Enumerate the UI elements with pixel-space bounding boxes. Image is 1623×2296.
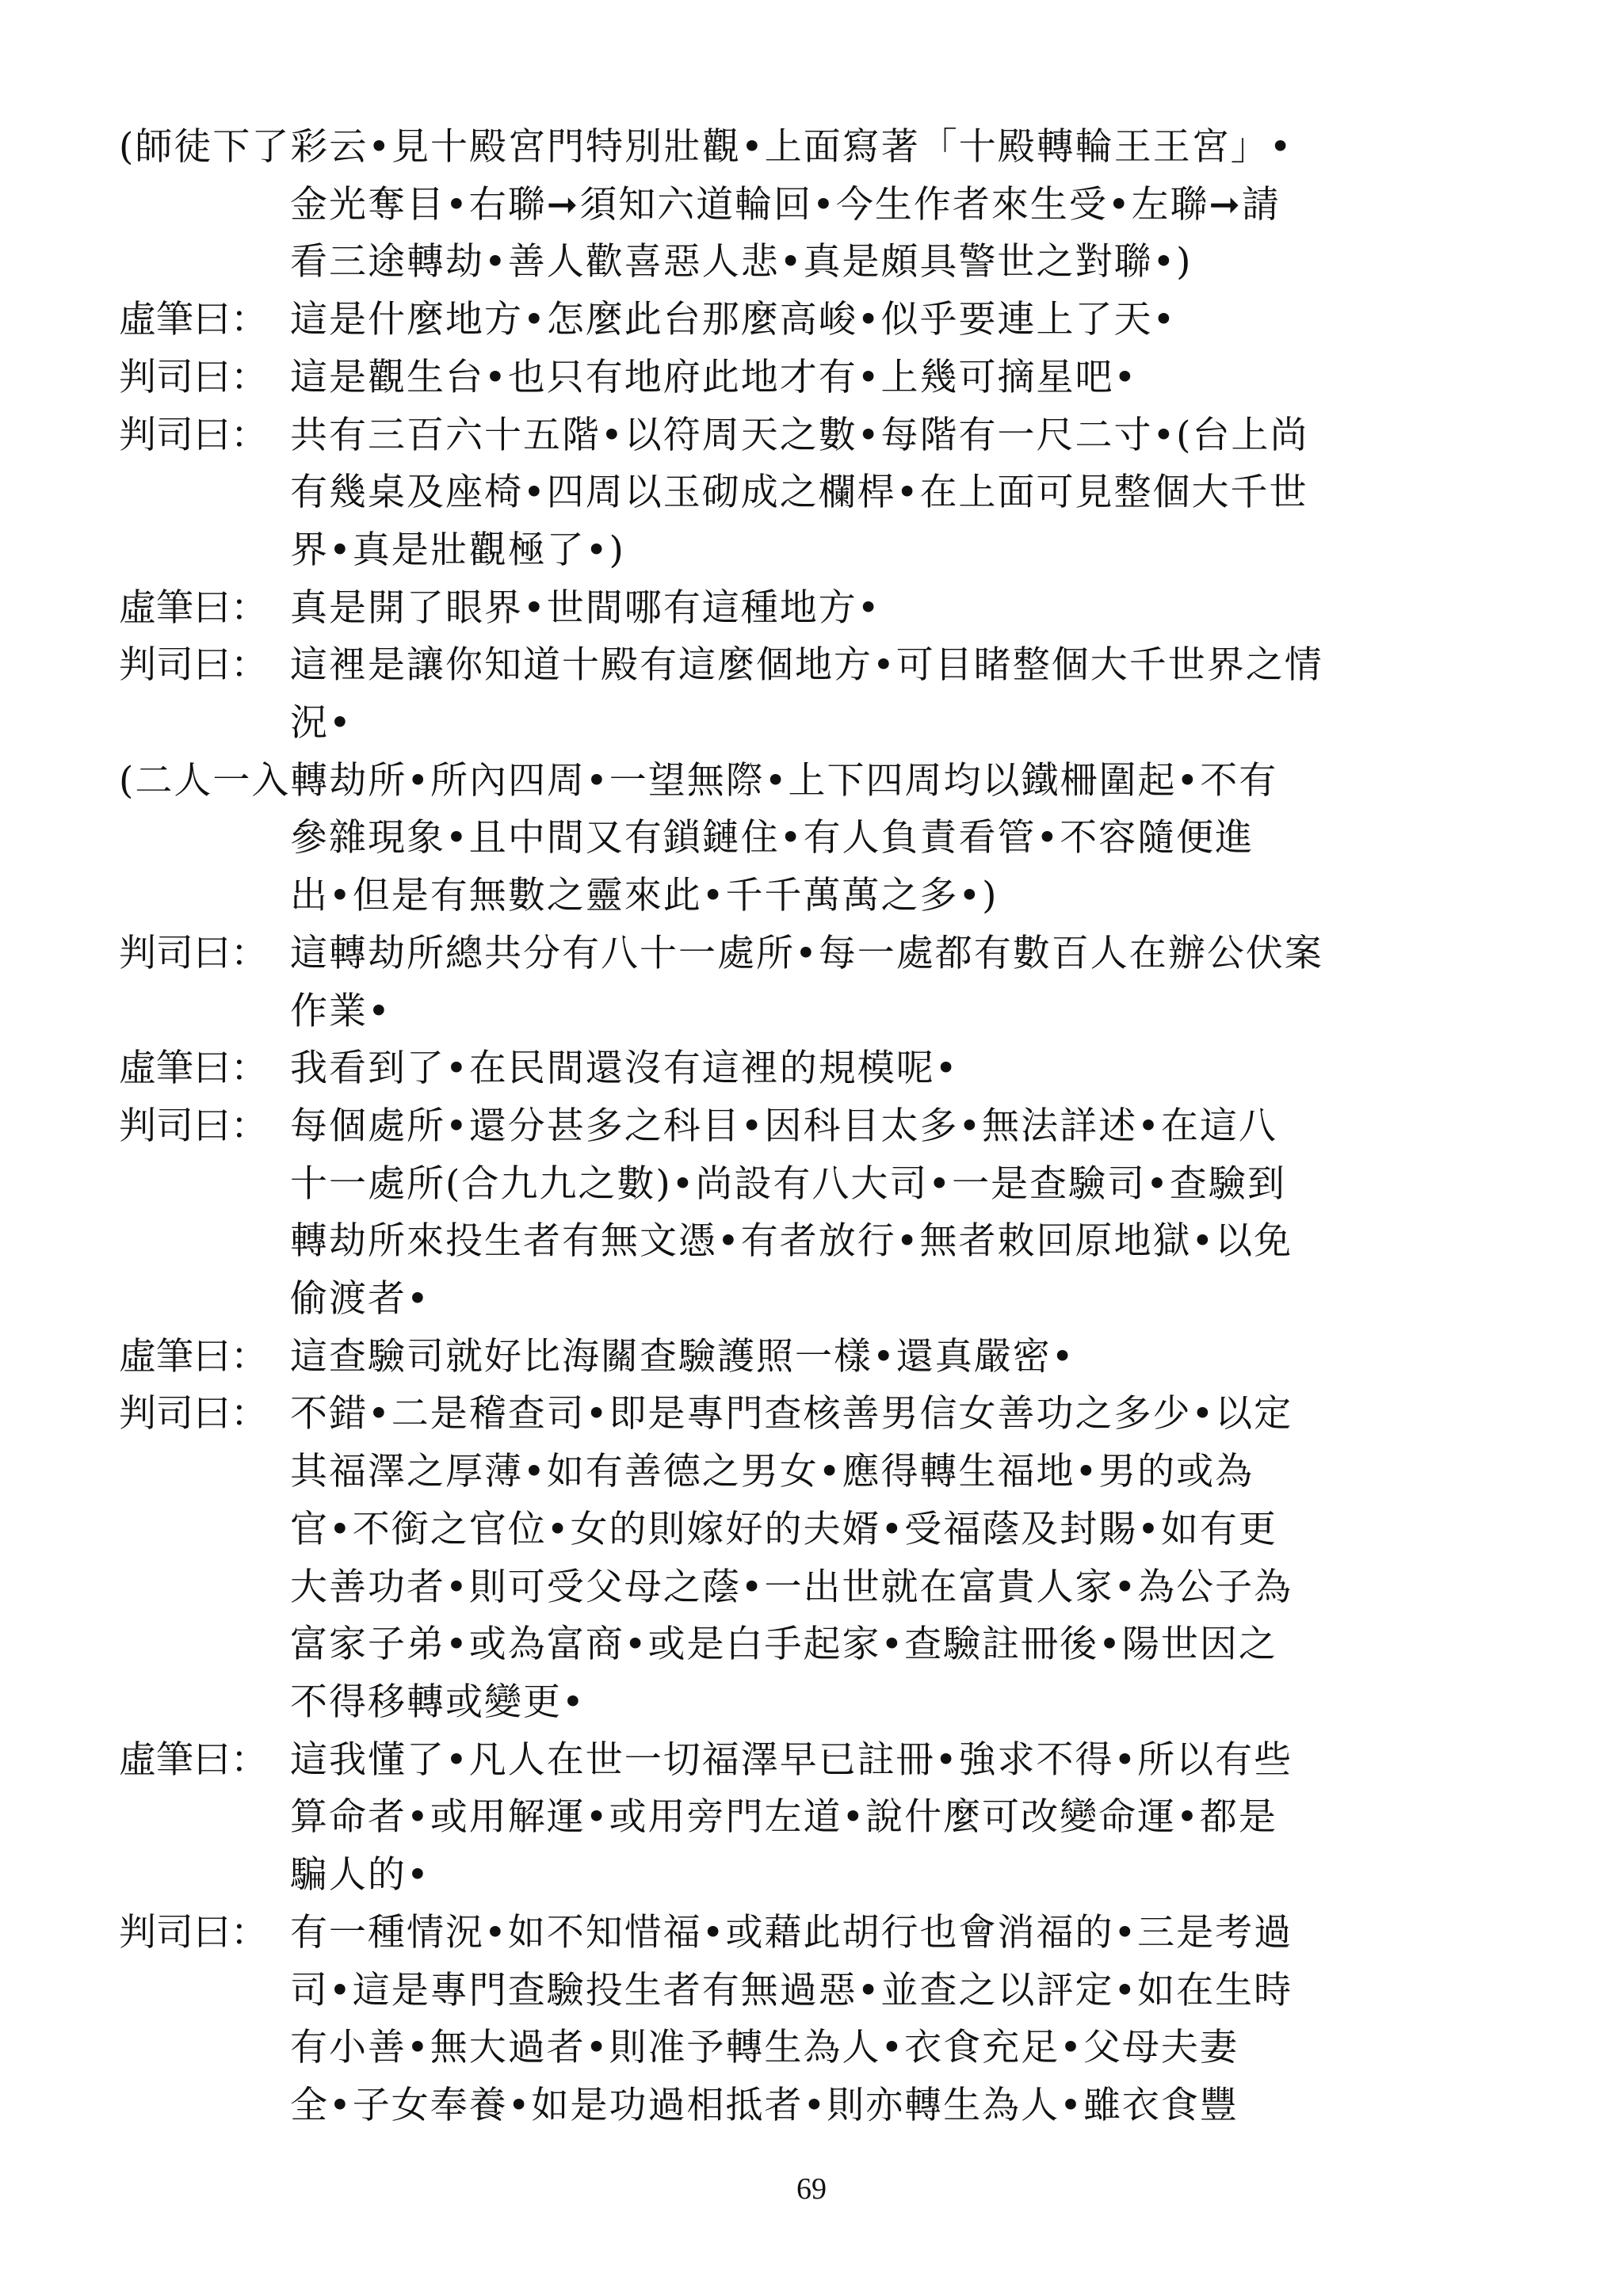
text-line: 這裡是讓你知道十殿有這麼個地方•可目睹整個大千世界之情 bbox=[290, 643, 1323, 688]
text-line: 不錯•二是稽查司•即是專門查核善男信女善功之多少•以定 bbox=[290, 1392, 1293, 1436]
speaker-label: 虛筆曰： bbox=[119, 585, 268, 630]
text-line: 有幾桌及座椅•四周以玉砌成之欄桿•在上面可見整個大千世 bbox=[290, 471, 1308, 515]
dialogue-entry bbox=[119, 925, 1514, 1040]
text-line: 這是什麼地方•怎麼此台那麼高峻•似乎要連上了天• bbox=[290, 298, 1177, 342]
dialogue-entry bbox=[119, 1732, 1514, 1905]
dialogue-entry bbox=[119, 349, 1514, 407]
dialogue-entry bbox=[119, 1386, 1514, 1731]
text-line: 作業• bbox=[290, 989, 391, 1033]
speaker-label: 判司曰： bbox=[119, 643, 268, 688]
speaker-label: 虛筆曰： bbox=[119, 1047, 268, 1091]
dialogue-text bbox=[290, 580, 1495, 638]
text-line: 司•這是專門查驗投生者有無過惡•並查之以評定•如在生時 bbox=[290, 1968, 1293, 2012]
dialogue-text bbox=[290, 1329, 1495, 1386]
dialogue-text bbox=[290, 1040, 1495, 1098]
text-line: 十一處所(合九九之數)•尚設有八大司•一是查驗司•查驗到 bbox=[290, 1161, 1286, 1206]
text-line: 金光奪目•右聯➞須知六道輪回•今生作者來生受•左聯➞請 bbox=[290, 182, 1281, 227]
dialogue-text bbox=[290, 407, 1495, 580]
dialogue-entry bbox=[119, 292, 1514, 349]
speaker-label: 判司曰： bbox=[119, 1392, 268, 1436]
text-line: 這轉劫所總共分有八十一處所•每一處都有數百人在辦公伏案 bbox=[290, 931, 1323, 975]
text-line: 大善功者•則可受父母之蔭•一出世就在富貴人家•為公子為 bbox=[290, 1565, 1293, 1609]
text-line: 算命者•或用解運•或用旁門左道•說什麼可改變命運•都是 bbox=[290, 1795, 1277, 1840]
text-line: 每個處所•還分甚多之科目•因科目太多•無法詳述•在這八 bbox=[290, 1104, 1277, 1148]
text-line: 這我懂了•凡人在世一切福澤早已註冊•強求不得•所以有些 bbox=[290, 1737, 1293, 1782]
speaker-label: 虛筆曰： bbox=[119, 1334, 268, 1379]
text-line: 這是觀生台•也只有地府此地才有•上幾可摘星吧• bbox=[290, 355, 1138, 399]
text-line: 騙人的• bbox=[290, 1853, 430, 1897]
dialogue-text bbox=[290, 925, 1495, 1040]
text-line: 參雜現象•且中間又有鎖鏈住•有人負責看管•不容隨便進 bbox=[290, 816, 1254, 860]
speaker-label: 判司曰： bbox=[119, 1104, 268, 1148]
dialogue-entry bbox=[119, 407, 1514, 580]
text-line: 偷渡者• bbox=[290, 1277, 430, 1322]
text-line: 不得移轉或變更• bbox=[290, 1680, 586, 1724]
text-line: 官•不銜之官位•女的則嫁好的夫婿•受福蔭及封賜•如有更 bbox=[290, 1507, 1277, 1551]
text-line: 富家子弟•或為富商•或是白手起家•查驗註冊後•陽世因之 bbox=[290, 1623, 1277, 1667]
text-line: 界•真是壯觀極了•) bbox=[290, 528, 625, 572]
page-number: 69 bbox=[796, 2172, 827, 2206]
narration-block bbox=[119, 753, 1514, 925]
text-line: 出•但是有無數之靈來此•千千萬萬之多•) bbox=[290, 874, 999, 918]
dialogue-text bbox=[290, 292, 1495, 349]
text-line: 況• bbox=[290, 701, 353, 746]
text-line: 轉劫所來投生者有無文憑•有者放行•無者敕回原地獄•以免 bbox=[290, 1219, 1293, 1264]
text-line: (師徒下了彩云•見十殿宮門特別壯觀•上面寫著「十殿轉輪王王宮」• bbox=[119, 125, 1293, 169]
text-line: (二人一入轉劫所•所內四周•一望無際•上下四周均以鐵柵圍起•不有 bbox=[119, 758, 1278, 803]
dialogue-entry bbox=[119, 637, 1514, 752]
dialogue-text bbox=[290, 1732, 1495, 1905]
dialogue-text bbox=[290, 1098, 1495, 1329]
dialogue-entry bbox=[119, 1329, 1514, 1386]
dialogue-text bbox=[119, 119, 1495, 292]
text-line: 看三途轉劫•善人歡喜惡人悲•真是頗具警世之對聯•) bbox=[290, 240, 1193, 284]
dialogue-text bbox=[119, 753, 1495, 925]
dialogue-entry bbox=[119, 1040, 1514, 1098]
narration-block bbox=[119, 119, 1514, 292]
dialogue-text bbox=[290, 637, 1495, 752]
text-line: 真是開了眼界•世間哪有這種地方• bbox=[290, 585, 881, 630]
dialogue-entry bbox=[119, 1098, 1514, 1329]
speaker-label: 判司曰： bbox=[119, 413, 268, 457]
text-line: 我看到了•在民間還沒有這裡的規模呢• bbox=[290, 1047, 959, 1091]
text-line: 這查驗司就好比海關查驗護照一樣•還真嚴密• bbox=[290, 1334, 1075, 1379]
dialogue-text bbox=[290, 349, 1495, 407]
dialogue-text bbox=[290, 1905, 1495, 2135]
speaker-label: 虛筆曰： bbox=[119, 298, 268, 342]
text-line: 全•子女奉養•如是功過相抵者•則亦轉生為人•雖衣食豐 bbox=[290, 2083, 1239, 2127]
dialogue-text bbox=[290, 1386, 1495, 1731]
text-line: 其福澤之厚薄•如有善德之男女•應得轉生福地•男的或為 bbox=[290, 1450, 1254, 1494]
dialogue-entry bbox=[119, 1905, 1514, 2135]
page-body bbox=[119, 119, 1514, 2135]
speaker-label: 判司曰： bbox=[119, 1910, 268, 1955]
dialogue-entry bbox=[119, 580, 1514, 638]
speaker-label: 虛筆曰： bbox=[119, 1737, 268, 1782]
text-line: 有一種情況•如不知惜福•或藉此胡行也會消福的•三是考過 bbox=[290, 1910, 1293, 1955]
speaker-label: 判司曰： bbox=[119, 355, 268, 399]
text-line: 共有三百六十五階•以符周天之數•每階有一尺二寸•(台上尚 bbox=[290, 413, 1309, 457]
text-line: 有小善•無大過者•則准予轉生為人•衣食充足•父母夫妻 bbox=[290, 2026, 1239, 2070]
speaker-label: 判司曰： bbox=[119, 931, 268, 975]
